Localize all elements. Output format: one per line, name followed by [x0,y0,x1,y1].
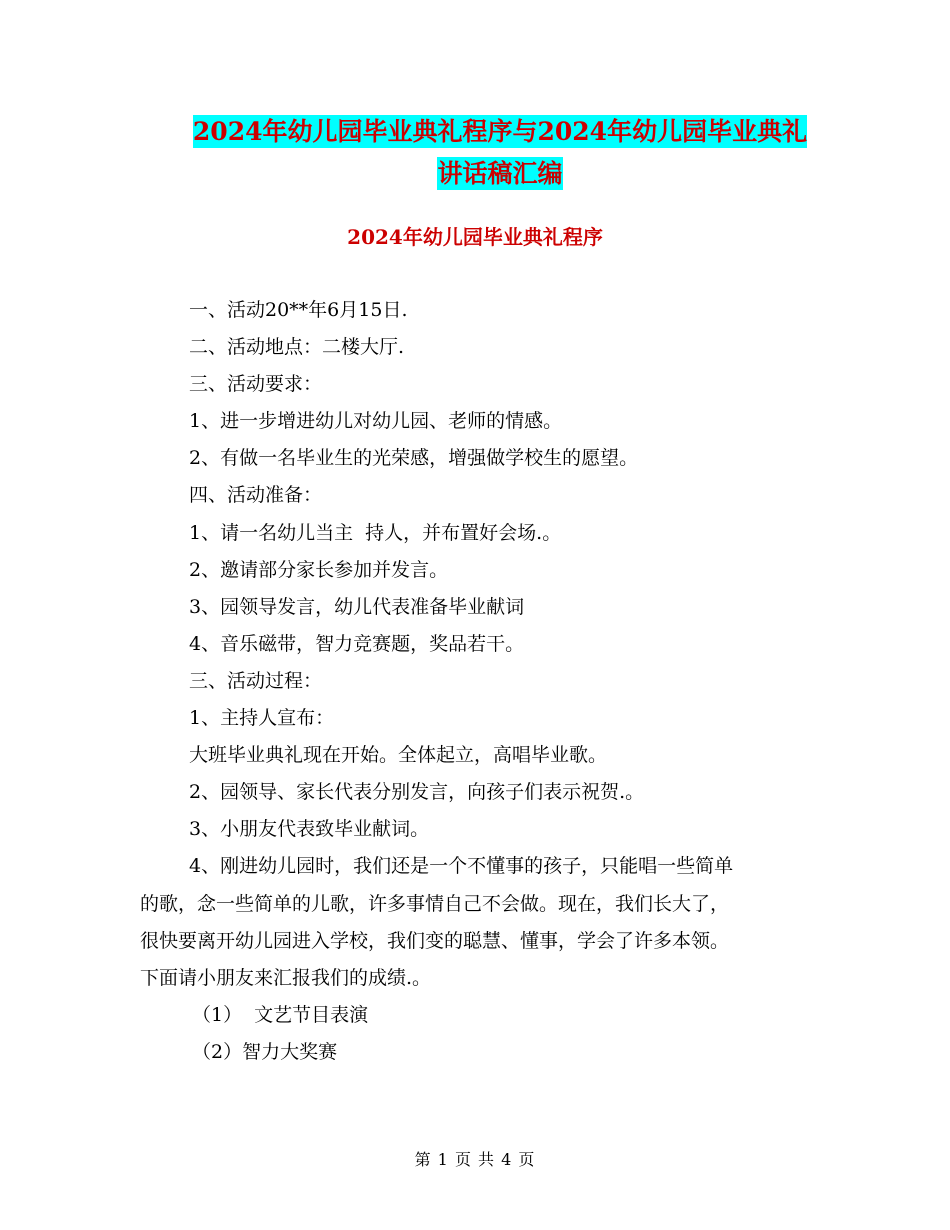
body-line: 2、邀请部分家长参加并发言。 [189,558,449,581]
body-line: 1、主持人宣布： [189,707,335,730]
document-body [140,292,812,1071]
title-highlight-2: 讲话稿汇编 [437,159,563,188]
paragraph-line: 下面请小朋友来汇报我们的成绩.。 [140,966,432,989]
body-line: 2、园领导、家长代表分别发言，向孩子们表示祝贺.。 [189,781,645,804]
body-line: 三、活动要求： [189,373,323,396]
page-footer: 第 1 页 共 4 页 [414,1150,536,1169]
body-line: 4、音乐磁带，智力竞赛题，奖品若干。 [189,632,525,655]
sub-item: （1） 文艺节目表演 [192,1003,369,1026]
body-line: 二、活动地点：二楼大厅. [189,336,405,359]
sub-item: （2）智力大奖赛 [192,1040,338,1063]
body-line: 大班毕业典礼现在开始。全体起立，高唱毕业歌。 [189,744,608,767]
section-heading: 2024年幼儿园毕业典礼程序 [347,225,603,249]
document-title-line-1 [140,108,860,156]
body-line: 3、园领导发言，幼儿代表准备毕业献词 [189,595,525,618]
paragraph-line: 很快要离开幼儿园进入学校，我们变的聪慧、懂事，学会了许多本领。 [140,929,730,952]
body-line: 1、请一名幼儿当主 持人，并布置好会场.。 [189,521,562,544]
body-line: 三、活动过程： [189,669,323,692]
body-line: 一、活动20**年6月15日. [189,299,408,321]
body-line: 2、有做一名毕业生的光荣感，增强做学校生的愿望。 [189,447,639,470]
body-line: 1、进一步增进幼儿对幼儿园、老师的情感。 [189,410,563,433]
paragraph-line: 的歌，念一些简单的儿歌，许多事情自己不会做。现在，我们长大了， [140,892,730,915]
document-title-line-2 [140,150,860,198]
paragraph-line: 4、刚进幼儿园时，我们还是一个不懂事的孩子，只能唱一些简单 [189,855,734,878]
title-highlight-1: 2024年幼儿园毕业典礼程序与2024年幼儿园毕业典礼 [192,117,808,146]
body-line: 3、小朋友代表致毕业献词。 [189,818,430,841]
body-line: 四、活动准备： [189,484,323,507]
